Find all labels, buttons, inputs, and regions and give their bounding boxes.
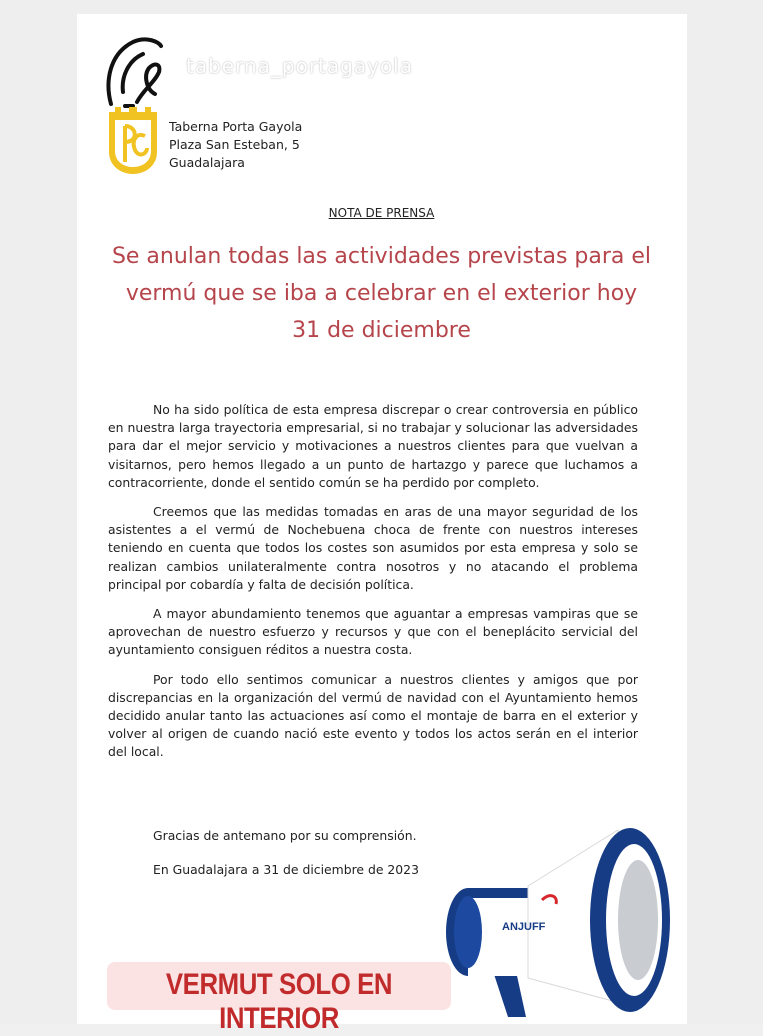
address-block: [169, 118, 302, 172]
sketch-icon: [109, 39, 161, 106]
taberna-logo: [103, 32, 163, 177]
headline-line: 31 de diciembre: [292, 318, 471, 343]
banner: [107, 962, 451, 1035]
megaphone-brand: ANJUFF: [502, 921, 546, 933]
city: Guadalajara: [169, 155, 245, 170]
megaphone-icon: [438, 812, 690, 1024]
paragraph: A mayor abundamiento tenemos que aguantar a empresas vampiras que se aprovechan de nuestro esfuerzo y recursos y que con el beneplácito servicial del ayuntamiento consiguen réditos a nuestra costa.: [108, 606, 638, 658]
paragraph: No ha sido política de esta empresa discrepar o crear controversia en público en nuestra larga trayectoria empresarial, si no trabajar y solucionar las adversidades para dar el mejor servicio y motivaciones a nuestros clientes para que vuelvan a visitarnos, pero hemos llegado a un punto de hartazgo y parece que luchamos a contracorriente, donde el sentido común se ha perdido por completo.: [108, 402, 638, 490]
headline: [90, 238, 673, 349]
press-release-label: NOTA DE PRENSA: [328, 206, 435, 220]
headline-line: Se anulan todas las actividades previstas para el: [111, 244, 652, 269]
headline-line: vermú que se iba a celebrar en el exterior hoy: [125, 281, 638, 306]
thanks-line: Gracias de antemano por su comprensión.: [153, 828, 417, 843]
date-line: En Guadalajara a 31 de diciembre de 2023: [153, 862, 419, 877]
paragraph: Creemos que las medidas tomadas en aras de una mayor seguridad de los asistentes a el vermú de Nochebuena choca de frente con nuestros intereses teniendo en cuenta que todos los costes son asumidos por esta empresa y solo se realizan cambios unilateralmente contra nosotros y no atacando el problema principal por cobardía y falta de decisión política.: [108, 504, 638, 592]
paragraph: Por todo ello sentimos comunicar a nuestros clientes y amigos que por discrepancias en la organización del vermú de navidad con el Ayuntamiento hemos decidido anular tanto las actuaciones así como el montaje de barra en el exterior y volver al origen de cuando nació este evento y todos los actos serán en el interior del local.: [108, 671, 638, 760]
banner-text: VERMUT SOLO EN INTERIOR: [165, 968, 393, 1035]
instagram-watermark: taberna_portagayola: [186, 54, 413, 78]
street-address: Plaza San Esteban, 5: [169, 137, 300, 152]
business-name: Taberna Porta Gayola: [169, 119, 303, 134]
crest-icon: [109, 107, 157, 174]
body-text: [108, 401, 638, 773]
